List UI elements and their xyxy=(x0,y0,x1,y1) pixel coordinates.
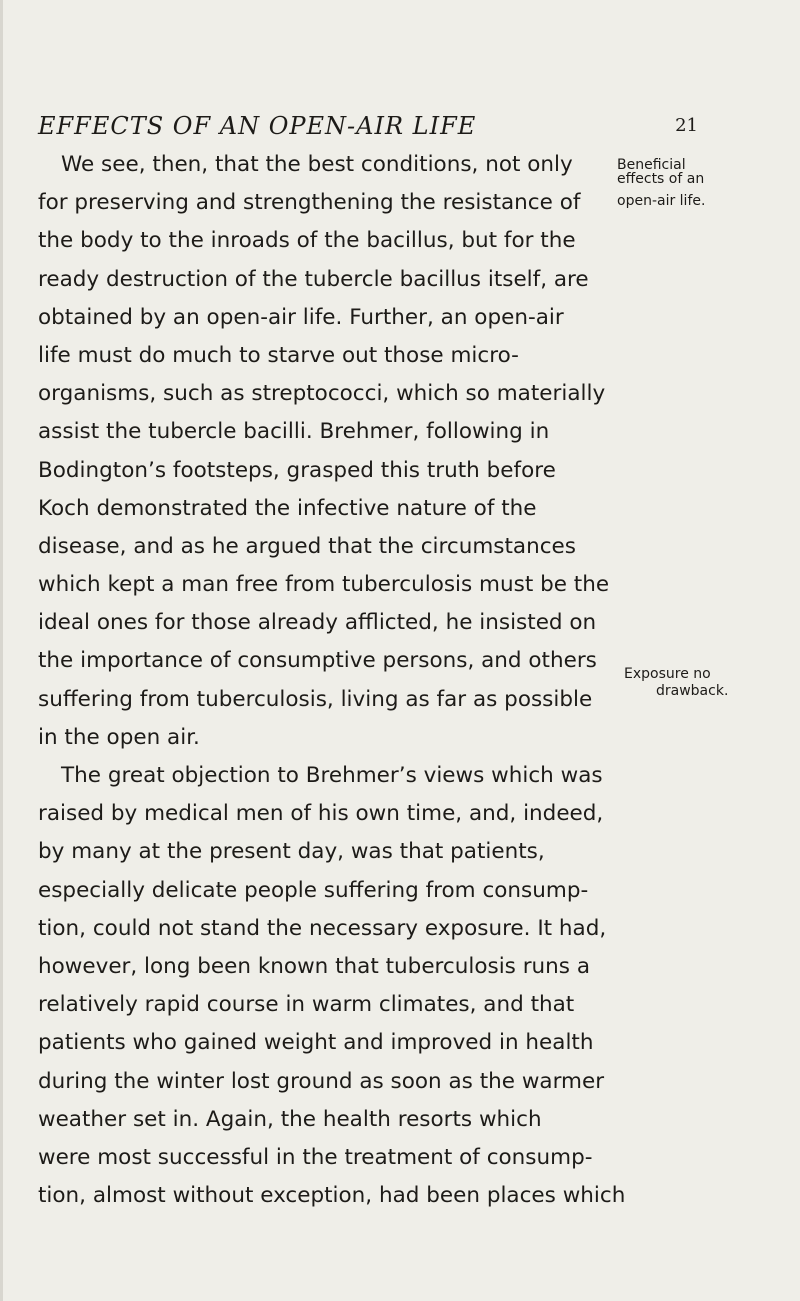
text-line: Bodington’s footsteps, grasped this truth before xyxy=(38,457,556,483)
body-text xyxy=(38,146,658,1215)
text-line: disease, and as he argued that the circumstances xyxy=(38,533,576,559)
text-line: obtained by an open-air life. Further, an open-air xyxy=(38,304,564,330)
margin-note-line: Beneficial xyxy=(617,157,686,173)
text-line: the importance of consumptive persons, and others xyxy=(38,648,597,674)
page-edge xyxy=(0,0,3,1301)
text-line: ideal ones for those already afflicted, he insisted on xyxy=(38,610,597,636)
margin-note-line: Exposure no xyxy=(624,666,711,682)
text-line: The great objection to Brehmer’s views which was xyxy=(61,763,603,788)
page-header xyxy=(38,112,698,148)
text-line: relatively rapid course in warm climates, and that xyxy=(38,992,575,1018)
text-line: for preserving and strengthening the resistance of xyxy=(38,190,581,216)
text-line: tion, almost without exception, had been places which xyxy=(38,1183,626,1209)
text-line: tion, could not stand the necessary exposure. It had, xyxy=(38,915,607,941)
text-line: ready destruction of the tubercle bacillus itself, are xyxy=(38,266,589,292)
text-line: patients who gained weight and improved in health xyxy=(38,1030,594,1056)
running-title: EFFECTS OF AN OPEN-AIR LIFE xyxy=(38,112,477,140)
text-line: We see, then, that the best conditions, not only xyxy=(61,152,573,177)
text-line: raised by medical men of his own time, and, indeed, xyxy=(38,801,604,827)
text-line: especially delicate people suffering from consump- xyxy=(38,877,589,903)
text-line: the body to the inroads of the bacillus, but for the xyxy=(38,228,576,254)
text-line: Koch demonstrated the infective nature of the xyxy=(38,495,537,521)
margin-note-line: open-air life. xyxy=(617,193,706,209)
text-line: which kept a man free from tuberculosis must be the xyxy=(38,572,610,598)
text-line: organisms, such as streptococci, which so materially xyxy=(38,381,606,407)
text-line: however, long been known that tuberculosis runs a xyxy=(38,953,591,979)
paragraph xyxy=(38,757,658,1215)
text-line: by many at the present day, was that patients, xyxy=(38,839,545,865)
paragraph xyxy=(38,146,658,757)
text-line: weather set in. Again, the health resorts which xyxy=(38,1106,542,1132)
text-line: in the open air. xyxy=(38,724,200,750)
text-line: were most successful in the treatment of consump- xyxy=(38,1144,593,1170)
text-line: assist the tubercle bacilli. Brehmer, following in xyxy=(38,419,550,445)
margin-note-line: drawback. xyxy=(656,683,729,699)
margin-note-line: effects of an xyxy=(617,171,705,187)
page-number: 21 xyxy=(675,115,698,136)
text-line: suffering from tuberculosis, living as far as possible xyxy=(38,686,593,712)
text-line: life must do much to starve out those micro- xyxy=(38,342,519,368)
text-line: during the winter lost ground as soon as the warmer xyxy=(38,1068,605,1094)
